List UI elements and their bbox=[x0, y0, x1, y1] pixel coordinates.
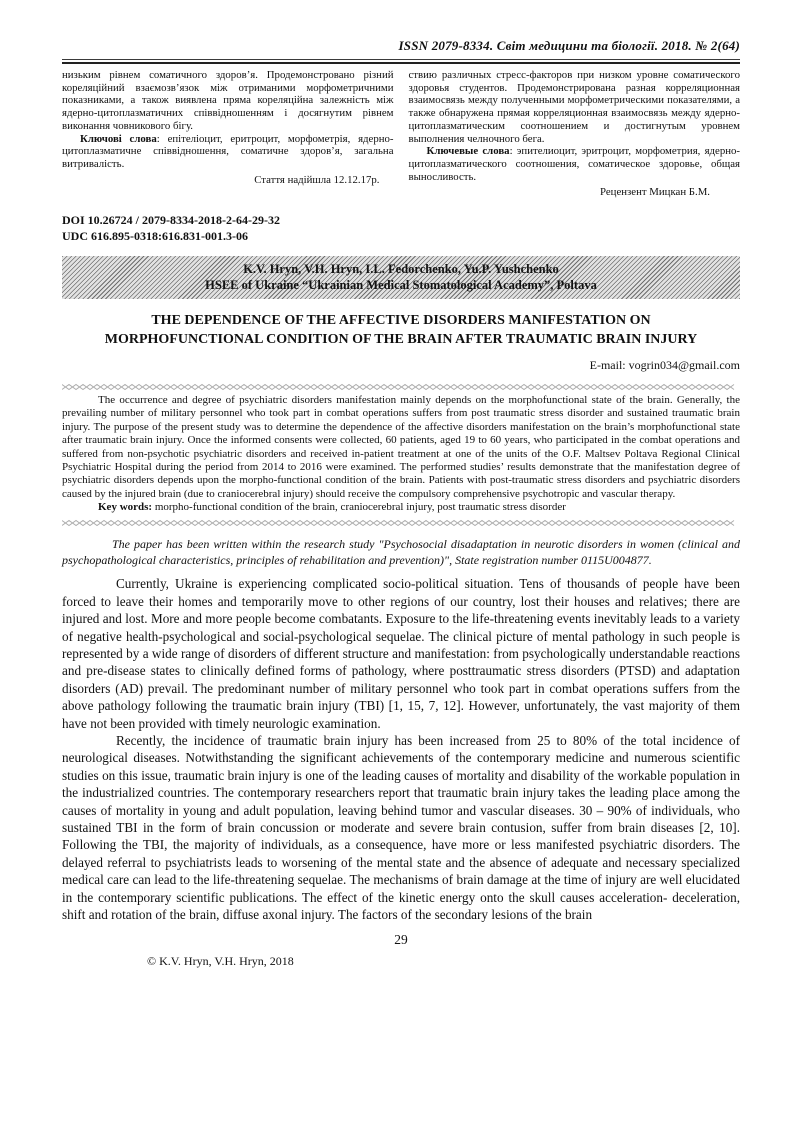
research-study-note: The paper has been written within the research study "Psychosocial disadaptation in neurotic disorders in women (clinical and psychopathological characteristics, principles of rehabilitation and prevention)", State registration number 0115U004877. bbox=[62, 536, 740, 568]
resume-uk-keywords-label: Ключові слова bbox=[80, 132, 157, 145]
body-paragraph-2: Recently, the incidence of traumatic brain injury has been increased from 25 to 80% of the total incidence of neurological diseases. Notwithstanding the significant achievements of the contemporary medicine and numerous scientific studies on this issue, traumatic brain injury is one of the leading causes of mortality and disability of the workable population in the industrialized countries. The contemporary researchers report that traumatic brain injury takes the leading place among the causes of mortality in young and adult population, leaving behind tumor and vascular diseases. 30 – 90% of individuals, who sustained TBI in the form of brain concussion or moderate and severe brain contusion, suffer from brain diseases [2, 10]. Following the TBI, the majority of individuals, as a consequence, have more or less manifested psychiatric disorders. The delayed referral to psychiatrists leads to worsening of the mental state and the absence of adequate and necessary specialized medical care can lead to the life-threatening sequelae. The mechanisms of brain damage at the time of injury are well elucidated in the contemporary scientific publications. The effect of the kinetic energy onto the skull causes acceleration- deceleration, shift and rotation of the brain, diffuse axonal injury. The factors of the secondary lesions of the brain bbox=[62, 732, 740, 922]
author-email: E-mail: vogrin034@gmail.com bbox=[589, 358, 740, 373]
doi-udc-block bbox=[62, 212, 740, 244]
resume-ru-keywords-text: : эпителиоцит, эритроцит, морфометрия, ядерно-цитоплазматического соотношения, соматическое здоровье, общая выносливость. bbox=[408, 145, 740, 183]
abstract-keywords-label: Key words: bbox=[98, 501, 153, 514]
resume-uk-text: низьким рівнем соматичного здоров’я. Продемонстровано різний кореляційний взаємозв’язок між отриманими морфометричними показниками, а також виявлена пряма кореляційна залежність між ядерно-цитоплазматичних співвідношенням і досягнутим рівнем виконання човникового бігу. bbox=[62, 69, 394, 132]
zigzag-divider-bottom bbox=[62, 519, 740, 527]
resume-russian bbox=[409, 69, 741, 199]
journal-issn-header: ISSN 2079-8334. Світ медицини та біології. 2018. № 2(64) bbox=[398, 38, 740, 53]
page-number: 29 bbox=[394, 932, 408, 948]
body-paragraph-1: Currently, Ukraine is experiencing complicated socio-political situation. Tens of thousands of people have been forced to leave their homes and temporarily move to other regions of our country, lost their houses and relatives; there are injured and lost. More and more people become combatants. Exposure to the life-threatening events inevitably leads to a variety of negative health-psychological and social-psychological sequelae. The clinical picture of mental pathology in such people is represented by a wide range of disorders of different structure and manifestation: from psychologically understandable reactions and pre-disease states to clinically defined forms of pathology, where posttraumatic stress disorders (PTSD) and adaptation disorders (AD) prevail. The predominant number of military personnel who took part in combat operations suffers from the above pathology following the traumatic brain injury (TBI) [1, 15, 7, 12]. However, unfortunately, the vast majority of them have not been provided with timely neurologic examination. bbox=[62, 576, 740, 731]
copyright-notice: © K.V. Hryn, V.H. Hryn, 2018 bbox=[147, 954, 294, 969]
resume-uk-keywords-text: : епітеліоцит, еритроцит, морфометрія, ядерно-цитоплазматичне співвідношення, соматичне здоров’я, загальна витривалість. bbox=[62, 132, 394, 170]
resume-ukrainian bbox=[62, 69, 394, 199]
abstract-keywords-text: morpho-functional condition of the brain, craniocerebral injury, post traumatic stress disorder bbox=[152, 501, 566, 514]
resume-uk-keywords bbox=[62, 133, 394, 171]
resume-ru-keywords bbox=[409, 145, 741, 183]
abstract-keywords bbox=[62, 501, 740, 514]
bilingual-resume bbox=[62, 69, 740, 199]
doi-line: DOI 10.26724 / 2079-8334-2018-2-64-29-32 bbox=[62, 213, 280, 228]
resume-ru-text: ствию различных стресс-факторов при низком уровне соматического здоровья студентов. Продемонстрирована разная корреляционная взаимосвязь между полученными морфометрическими показателями, а также обнаружена прямая корреляционная взаимосвязь между ядерно-цитоплазматическим соотношением и достигнутым уровнем выполнения челночного бега. bbox=[408, 69, 740, 145]
header-double-rule bbox=[62, 59, 740, 64]
article-received-date: Стаття надійшла 12.12.17р. bbox=[254, 173, 380, 186]
authors-banner bbox=[62, 256, 740, 299]
zigzag-divider-top bbox=[62, 383, 740, 391]
paper-title: THE DEPENDENCE OF THE AFFECTIVE DISORDERS MANIFESTATION ON MORPHOFUNCTIONAL CONDITION OF THE BRAIN AFTER TRAUMATIC BRAIN INJURY bbox=[104, 313, 698, 347]
affiliation-line: HSEE of Ukraine “Ukrainian Medical Stomatological Academy”, Poltava bbox=[205, 278, 597, 293]
authors-line: K.V. Hryn, V.H. Hryn, I.L. Fedorchenko, Yu.P. Yushchenko bbox=[243, 262, 559, 277]
article-reviewer: Рецензент Мицкан Б.М. bbox=[600, 186, 710, 199]
udc-line: UDC 616.895-0318:616.831-001.3-06 bbox=[62, 229, 248, 244]
abstract-english: The occurrence and degree of psychiatric disorders manifestation mainly depends on the morphofunctional state of the brain. Generally, the prevailing number of military personnel who took part in combat operations suffers from post traumatic stress disorder and sustained traumatic brain injury. The purpose of the present study was to determine the dependence of the affective disorders manifestation on the brain’s morphofunctional state after traumatic brain injury. Once the informed consents were collected, 60 patients, aged 19 to 60 years, who participated in the combat operations and suffered from non-psychotic psychiatric disorders and received in-patient treatment at one of the units of the O.F. Maltsev Poltava Regional Clinical Psychiatric Hospital during the period from 2014 to 2016 were examined. The performed studies’ results demonstrate that the manifestation degree of psychiatric disorders depends upon the morpho-functional condition of the brain. Patients with post-traumatic stress disorders and psychiatric disorders caused by the injured brain (due to craniocerebral injury) should receive the compulsory comprehensive psychotropic and vascular therapy. bbox=[62, 394, 740, 500]
resume-ru-keywords-label: Ключевые слова bbox=[426, 145, 510, 158]
